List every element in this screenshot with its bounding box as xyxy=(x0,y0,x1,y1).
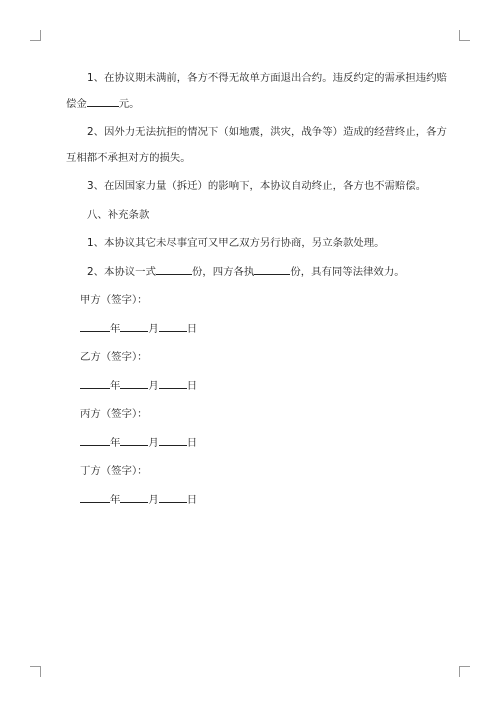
signature-label-d xyxy=(80,459,438,485)
day-label: 日 xyxy=(186,379,198,392)
clause-text: 偿金 xyxy=(66,97,87,110)
day-blank[interactable] xyxy=(159,492,187,503)
signature-label: 丙方（签字）： xyxy=(80,408,148,420)
month-blank[interactable] xyxy=(120,492,148,503)
date-line xyxy=(80,431,438,457)
month-label: 月 xyxy=(148,379,159,392)
year-label: 年 xyxy=(110,379,121,392)
month-label: 月 xyxy=(148,322,159,335)
clause-text: 1、在协议期未满前，各方不得无故单方面退出合约。违反约定的需承担违约赔 xyxy=(87,72,447,84)
clause-text: 份，四方各执 xyxy=(191,265,255,278)
day-label: 日 xyxy=(186,322,198,335)
day-label: 日 xyxy=(186,436,198,449)
signature-label-c xyxy=(80,402,438,428)
supplement-item-2 xyxy=(66,260,438,286)
section-heading xyxy=(66,203,438,229)
date-line xyxy=(80,317,438,343)
page-corner-mark xyxy=(459,666,470,677)
clause-2-line-1 xyxy=(66,120,447,146)
clause-text: 元。 xyxy=(118,97,140,110)
document-body xyxy=(66,66,447,516)
clause-text: 1、本协议其它未尽事宜可又甲乙双方另行协商，另立条款处理。 xyxy=(87,237,385,249)
year-label: 年 xyxy=(110,322,121,335)
year-label: 年 xyxy=(110,493,121,506)
date-line xyxy=(80,374,438,400)
fill-in-blank[interactable] xyxy=(156,264,192,275)
month-blank[interactable] xyxy=(120,435,148,446)
year-blank[interactable] xyxy=(80,435,110,446)
month-label: 月 xyxy=(148,436,159,449)
page-corner-mark xyxy=(30,666,41,677)
page-corner-mark xyxy=(30,30,41,41)
signature-label-a xyxy=(80,288,438,314)
clause-text: 互相都不承担对方的损失。 xyxy=(66,151,191,164)
year-blank[interactable] xyxy=(80,378,110,389)
clause-text: 2、因外力无法抗拒的情况下（如地震，洪灾，战争等）造成的经营终止，各方 xyxy=(87,126,447,138)
day-blank[interactable] xyxy=(159,321,187,332)
clause-3 xyxy=(66,174,438,200)
day-label: 日 xyxy=(186,493,198,506)
clause-2-line-2 xyxy=(66,146,438,172)
clause-1-line-1 xyxy=(66,66,447,92)
month-blank[interactable] xyxy=(120,321,148,332)
clause-1-line-2 xyxy=(66,92,438,118)
clause-text: 2、本协议一式 xyxy=(87,265,156,278)
fill-in-blank[interactable] xyxy=(254,264,290,275)
clause-text: 3、在因国家力量（拆迁）的影响下，本协议自动终止，各方也不需赔偿。 xyxy=(87,180,427,192)
year-blank[interactable] xyxy=(80,492,110,503)
month-blank[interactable] xyxy=(120,378,148,389)
year-blank[interactable] xyxy=(80,321,110,332)
month-label: 月 xyxy=(148,493,159,506)
signature-label: 乙方（签字）： xyxy=(80,351,148,363)
date-line xyxy=(80,488,438,514)
signature-label-b xyxy=(80,345,438,371)
supplement-item-1 xyxy=(66,231,438,257)
day-blank[interactable] xyxy=(159,435,187,446)
page-corner-mark xyxy=(459,30,470,41)
section-title: 八、补充条款 xyxy=(87,208,150,221)
clause-text: 份，具有同等法律效力。 xyxy=(290,265,405,278)
year-label: 年 xyxy=(110,436,121,449)
fill-in-blank[interactable] xyxy=(87,96,119,107)
signature-label: 甲方（签字）： xyxy=(80,294,148,306)
signature-label: 丁方（签字）： xyxy=(80,465,148,477)
day-blank[interactable] xyxy=(159,378,187,389)
